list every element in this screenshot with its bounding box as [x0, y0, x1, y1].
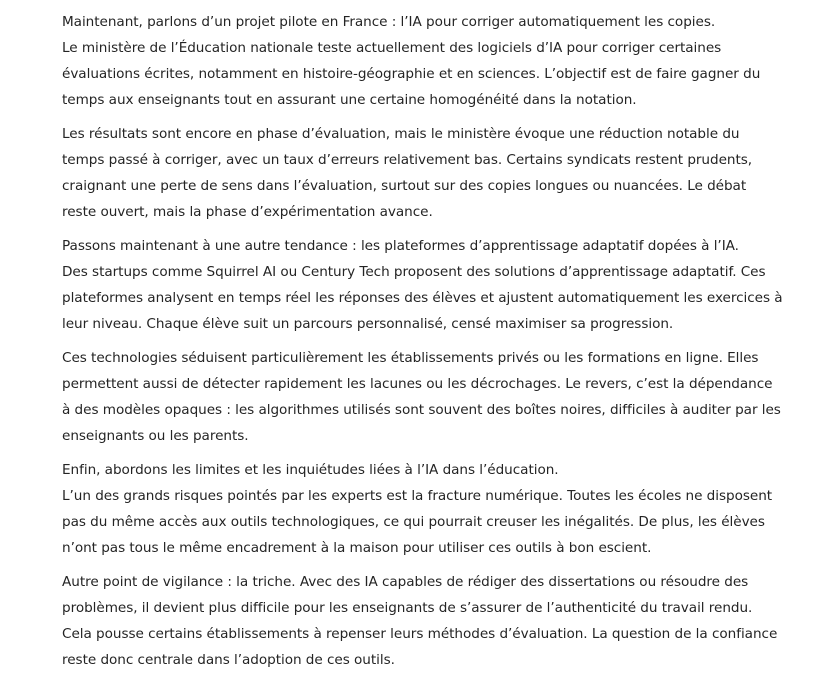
paragraph-3: [62, 233, 784, 337]
paragraph-line: Enfin, abordons les limites et les inquiétudes liées à l’IA dans l’éducation.: [62, 462, 559, 478]
paragraph-line: Les résultats sont encore en phase d’évaluation, mais le ministère évoque une réduction notable du temps passé à corriger, avec un taux d’erreurs relativement bas. Certains syndicats restent prudents, craignant une perte de sens dans l’évaluation, surtout sur des copies longues ou nuancées. Le débat reste ouvert, mais la phase d’expérimentation avance.: [62, 126, 753, 220]
paragraph-2: [62, 121, 784, 225]
paragraph-line: Le ministère de l’Éducation nationale teste actuellement des logiciels d’IA pour corriger certaines évaluations écrites, notamment en histoire-géographie et en sciences. L’objectif est de faire gagner du temps aux enseignants tout en assurant une certaine homogénéité dans la notation.: [62, 40, 761, 108]
paragraph-5: [62, 457, 784, 561]
paragraph-line: Autre point de vigilance : la triche. Avec des IA capables de rédiger des dissertations ou résoudre des problèmes, il devient plus difficile pour les enseignants de s’assurer de l’authenticité du travail rendu. Cela pousse certains établissements à repenser leurs méthodes d’évaluation. La question de la confiance reste donc centrale dans l’adoption de ces outils.: [62, 574, 778, 668]
paragraph-line: Des startups comme Squirrel AI ou Century Tech proposent des solutions d’apprentissage adaptatif. Ces plateformes analysent en temps réel les réponses des élèves et ajustent automatiquement les exercices à leur niveau. Chaque élève suit un parcours personnalisé, censé maximiser sa progression.: [62, 264, 783, 332]
paragraph-line: Ces technologies séduisent particulièrement les établissements privés ou les formations en ligne. Elles permettent aussi de détecter rapidement les lacunes ou les décrochages. Le revers, c’est la dépendance à des modèles opaques : les algorithmes utilisés sont souvent des boîtes noires, difficiles à auditer par les enseignants ou les parents.: [62, 350, 781, 444]
paragraph-6: [62, 569, 784, 673]
paragraph-line: Passons maintenant à une autre tendance : les plateformes d’apprentissage adaptatif dopées à l’IA.: [62, 238, 739, 254]
paragraph-line: Maintenant, parlons d’un projet pilote en France : l’IA pour corriger automatiquement les copies.: [62, 14, 716, 30]
paragraph-1: [62, 9, 784, 113]
paragraph-4: [62, 345, 784, 449]
paragraph-line: L’un des grands risques pointés par les experts est la fracture numérique. Toutes les écoles ne disposent pas du même accès aux outils technologiques, ce qui pourrait creuser les inégalités. De plus, les élèves n’ont pas tous le même encadrement à la maison pour utiliser ces outils à bon escient.: [62, 488, 773, 556]
